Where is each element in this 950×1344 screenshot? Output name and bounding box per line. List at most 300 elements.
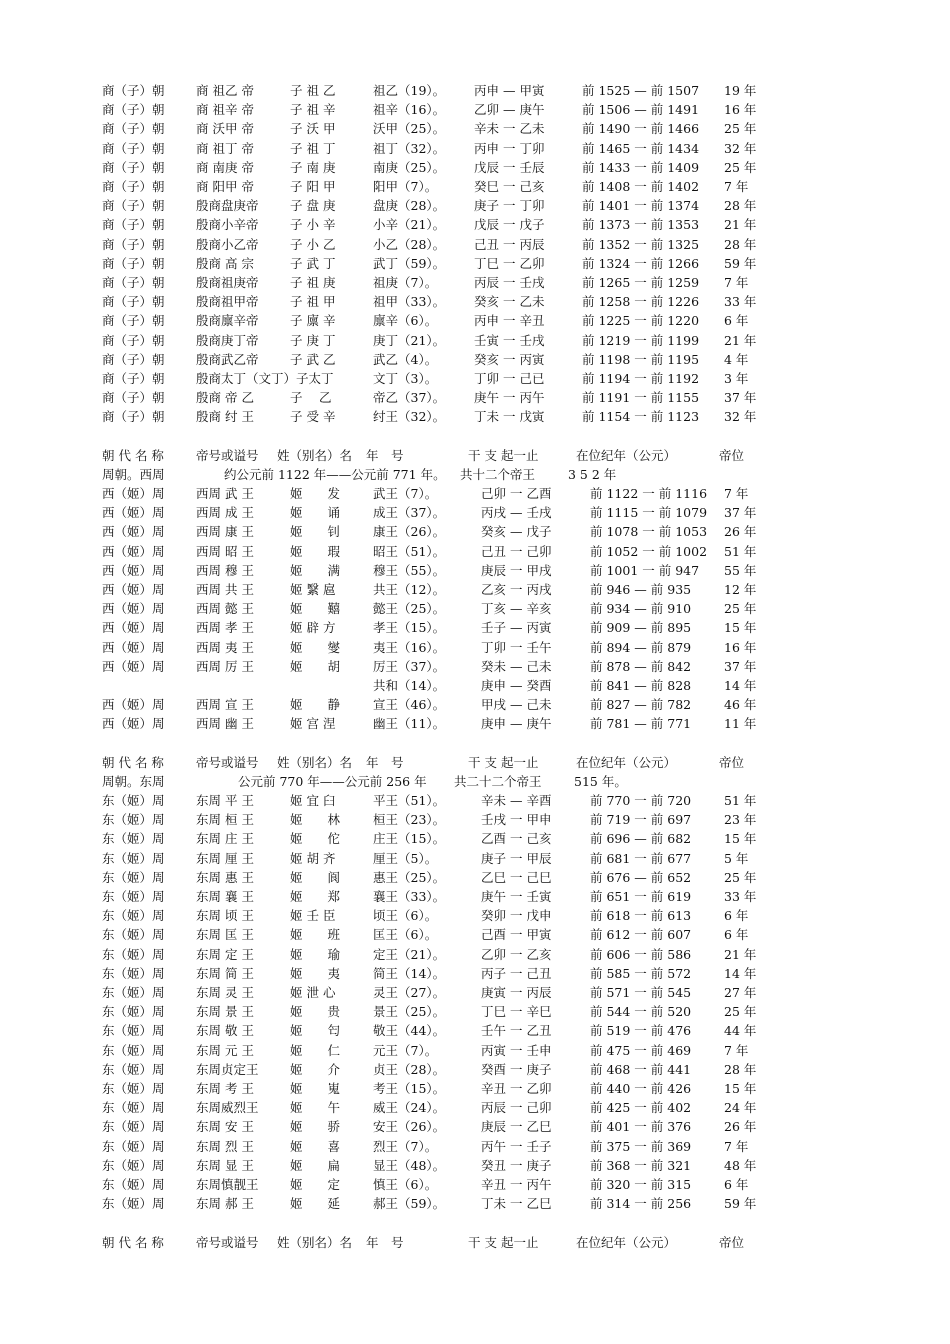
cell-dynasty: 商（子）朝 [102,179,165,194]
cell-era: 康王（26）。 [373,524,446,540]
table-row [0,254,950,273]
cell-surname: 姬 满 [290,562,341,578]
cell-era: 庚丁（21）。 [373,332,446,348]
header-ganzhi: 干 支 起一止 [468,1235,539,1250]
cell-ganzhi: 庚午 一 丙午 [474,390,545,406]
cell-reign: 55 年 [724,562,757,578]
cell-surname: 子 阳 甲 [290,179,336,194]
table-row [0,964,950,983]
cell-dynasty: 西（姬）周 [102,620,165,636]
cell-surname: 姬 瑜 [290,946,341,962]
table-row [0,849,950,868]
cell-years: 前 1122 一 前 1116 [590,486,708,501]
cell-surname: 子 南 庚 [290,159,336,175]
cell-surname: 姬 夷 [290,965,341,981]
cell-title: 殷商祖甲帝 [196,294,259,310]
cell-years: 前 770 一 前 720 [590,793,692,808]
cell-reign: 15 年 [724,831,757,847]
cell-era: 纣王（32）。 [373,409,446,425]
table-row [0,215,950,234]
cell-reign: 32 年 [724,140,757,156]
table-row [0,407,950,426]
cell-dynasty: 西（姬）周 [102,505,165,521]
cell-surname: 姬 胡 齐 [290,850,336,866]
cell-surname: 子 小 辛 [290,217,336,233]
cell-years: 前 571 一 前 545 [590,985,692,1000]
dongzhou-span: 公元前 770 年——公元前 256 年 [238,774,427,789]
table-row [0,868,950,887]
cell-era: 祖乙（19）。 [373,83,446,98]
cell-reign: 6 年 [724,927,749,943]
cell-dynasty: 西（姬）周 [102,562,165,578]
cell-reign: 14 年 [724,678,757,693]
dongzhou-label: 周朝。东周 [102,774,165,789]
cell-ganzhi: 庚申 — 庚午 [481,716,552,732]
cell-title: 西周 共 王 [196,582,254,597]
cell-title: 西周 穆 王 [196,562,254,578]
cell-era: 烈王（7）。 [373,1138,438,1154]
cell-surname: 子 沃 甲 [290,121,336,137]
cell-reign: 51 年 [724,793,757,808]
cell-title: 东周 敬 王 [196,1023,254,1039]
cell-years: 前 1194 一 前 1192 [582,371,700,386]
xizhou-section-title [0,465,950,484]
cell-title: 商 祖辛 帝 [196,102,254,118]
cell-ganzhi: 戊辰 一 壬辰 [474,159,545,175]
cell-ganzhi: 丙申 — 甲寅 [474,83,545,98]
cell-dynasty: 东（姬）周 [102,1023,165,1039]
cell-era: 夷王（16）。 [373,639,446,655]
cell-era: 元王（7）。 [373,1042,438,1058]
cell-surname: 子 武 乙 [290,351,336,367]
cell-era: 祖辛（16）。 [373,102,446,118]
cell-reign: 23 年 [724,812,757,828]
cell-surname: 姬 囏 [290,601,341,617]
cell-title: 商 祖丁 帝 [196,140,254,156]
cell-years: 前 1324 一 前 1266 [582,255,700,271]
cell-reign: 21 年 [724,217,757,233]
cell-dynasty: 东（姬）周 [102,889,165,904]
cell-era: 共和（14）。 [373,678,446,693]
table-row [0,580,950,599]
cell-reign: 11 年 [724,716,757,732]
cell-dynasty: 商（子）朝 [102,198,165,214]
cell-surname: 姬 林 [290,812,341,828]
table-row [0,695,950,714]
cell-reign: 5 年 [724,850,749,866]
xizhou-span: 约公元前 1122 年——公元前 771 年。 [224,467,446,482]
header-dynasty: 朝 代 名 称 [102,1235,164,1250]
cell-era: 考王（15）。 [373,1081,446,1096]
cell-reign: 16 年 [724,102,757,118]
cell-dynasty: 西（姬）周 [102,697,165,713]
cell-ganzhi: 壬戌 一 甲申 [481,812,552,828]
cell-dynasty: 东（姬）周 [102,1119,165,1135]
cell-years: 前 841 — 前 828 [590,678,692,693]
table-row [0,1079,950,1098]
table-row [0,1002,950,1021]
cell-reign: 37 年 [724,658,757,674]
cell-years: 前 1401 一 前 1374 [582,198,700,214]
header-years: 在位纪年（公元） [576,448,677,463]
cell-years: 前 544 一 前 520 [590,1004,692,1020]
cell-reign: 21 年 [724,946,757,962]
cell-era: 小乙（28）。 [373,236,446,252]
cell-surname: 子 祖 甲 [290,294,336,310]
cell-years: 前 696 — 前 682 [590,831,692,847]
cell-surname: 姬 介 [290,1061,341,1077]
cell-years: 前 375 一 前 369 [590,1138,692,1154]
table-row [0,484,950,503]
cell-ganzhi: 辛丑 一 丙午 [481,1177,552,1192]
table-row [0,292,950,311]
cell-title: 殷商小辛帝 [196,217,259,233]
cell-reign: 25 年 [724,159,757,175]
header-title: 帝号或谥号 [196,755,259,770]
cell-era: 显王（48）。 [373,1157,446,1173]
cell-years: 前 468 一 前 441 [590,1061,692,1077]
cell-surname: 子 武 丁 [290,255,336,271]
cell-reign: 27 年 [724,985,757,1000]
cell-ganzhi: 癸亥 一 乙未 [474,294,545,310]
cell-reign: 25 年 [724,601,757,617]
cell-surname: 姬 壬 臣 [290,908,336,924]
cell-title: 西周 孝 王 [196,620,254,636]
cell-dynasty: 东（姬）周 [102,927,165,943]
cell-dynasty: 东（姬）周 [102,1081,165,1096]
cell-surname: 子 祖 丁 [290,140,336,156]
cell-reign: 26 年 [724,524,757,540]
cell-ganzhi: 乙酉 一 己亥 [481,831,552,847]
cell-surname: 姬 延 [290,1196,341,1212]
table-row [0,273,950,292]
cell-surname: 姬 诵 [290,505,341,521]
cell-ganzhi: 丙申 一 辛丑 [474,313,545,329]
cell-years: 前 440 一 前 426 [590,1081,692,1096]
cell-years: 前 401 一 前 376 [590,1119,692,1135]
cell-title: 东周 安 王 [196,1119,254,1135]
cell-title: 西周 懿 王 [196,601,254,617]
cell-era: 贞王（28）。 [373,1061,446,1077]
cell-reign: 37 年 [724,505,757,521]
table-row [0,638,950,657]
cell-years: 前 1154 一 前 1123 [582,409,700,425]
cell-surname: 姬 静 [290,697,341,713]
cell-years: 前 1258 一 前 1226 [582,294,700,310]
cell-dynasty: 东（姬）周 [102,850,165,866]
cell-surname: 姬 辟 方 [290,620,336,636]
cell-title: 商 沃甲 帝 [196,121,254,137]
cell-ganzhi: 庚辰 一 乙巳 [481,1119,552,1135]
cell-era: 宣王（46）。 [373,697,446,713]
cell-era: 厉王（37）。 [373,658,446,674]
cell-title: 商 阳甲 帝 [196,179,254,194]
cell-title: 东周 简 王 [196,965,254,981]
cell-reign: 6 年 [724,908,749,924]
cell-ganzhi: 乙巳 一 己巳 [481,869,552,885]
cell-surname: 姬 扁 [290,1157,341,1173]
cell-era: 庄王（15）。 [373,831,446,847]
cell-title: 西周 成 王 [196,505,254,521]
cell-dynasty: 东（姬）周 [102,1004,165,1020]
cell-title: 东周 烈 王 [196,1138,254,1154]
cell-years: 前 1001 一 前 947 [590,562,700,578]
cell-title: 东周 襄 王 [196,889,254,904]
table-row [0,1021,950,1040]
cell-reign: 6 年 [724,313,749,329]
cell-years: 前 1265 一 前 1259 [582,275,700,290]
header-reign: 帝位 [719,755,745,770]
header-ganzhi: 干 支 起一止 [468,755,539,770]
header-reign: 帝位 [719,448,745,463]
cell-title: 东周 平 王 [196,793,254,808]
header-dynasty: 朝 代 名 称 [102,448,164,463]
table-row [0,1098,950,1117]
cell-title: 殷商武乙帝 [196,351,259,367]
cell-ganzhi: 丙戌 — 壬戌 [481,505,552,521]
header-surname: 姓（别名）名 [277,448,353,463]
cell-era: 穆王（55）。 [373,562,446,578]
cell-ganzhi: 庚申 — 癸酉 [481,678,552,693]
cell-years: 前 781 — 前 771 [590,716,692,732]
table-row [0,1194,950,1213]
table-row [0,235,950,254]
header-title: 帝号或谥号 [196,1235,259,1250]
cell-era: 匡王（6）。 [373,927,438,943]
cell-reign: 14 年 [724,965,757,981]
cell-title: 东周 匡 王 [196,927,254,943]
xizhou-total: 3 5 2 年 [568,467,617,482]
cell-era: 沃甲（25）。 [373,121,446,137]
cell-dynasty: 商（子）朝 [102,159,165,175]
cell-dynasty: 商（子）朝 [102,409,165,425]
table-row [0,887,950,906]
cell-era: 威王（24）。 [373,1100,446,1116]
xizhou-label: 周朝。西周 [102,467,165,482]
cell-dynasty: 东（姬）周 [102,1177,165,1192]
cell-dynasty: 商（子）朝 [102,102,165,118]
cell-ganzhi: 丙子 一 己丑 [481,965,552,981]
table-row [0,196,950,215]
cell-years: 前 475 一 前 469 [590,1042,692,1058]
cell-dynasty: 东（姬）周 [102,1196,165,1212]
cell-years: 前 1052 一 前 1002 [590,543,708,559]
cell-surname: 姬 燮 [290,639,341,655]
table-row [0,369,950,388]
cell-ganzhi: 辛未 — 辛酉 [481,793,552,808]
cell-title: 西周 夷 王 [196,639,254,655]
cell-era: 成王（37）。 [373,505,446,521]
cell-ganzhi: 丙辰 一 己卯 [481,1100,552,1116]
cell-years: 前 946 — 前 935 [590,582,692,597]
cell-years: 前 878 — 前 842 [590,658,692,674]
cell-reign: 25 年 [724,121,757,137]
cell-ganzhi: 庚午 一 壬寅 [481,889,552,904]
cell-surname: 姬 胡 [290,658,341,674]
table-row [0,311,950,330]
cell-era: 祖庚（7）。 [373,275,438,290]
cell-surname: 姬 郑 [290,889,341,904]
table-row [0,350,950,369]
cell-title: 西周 幽 王 [196,716,254,732]
cell-surname: 姬 宫 涅 [290,716,336,732]
cell-reign: 6 年 [724,1177,749,1192]
cell-title: 殷商 纣 王 [196,409,254,425]
cell-title: 东周 元 王 [196,1042,254,1058]
cell-years: 前 1219 一 前 1199 [582,332,700,348]
cell-dynasty: 东（姬）周 [102,1100,165,1116]
cell-years: 前 1373 一 前 1353 [582,217,700,233]
cell-years: 前 368 一 前 321 [590,1157,692,1173]
cell-ganzhi: 己丑 一 丙辰 [474,236,545,252]
cell-surname: 姬 骄 [290,1119,341,1135]
cell-ganzhi: 壬午 一 乙丑 [481,1023,552,1039]
cell-era: 昭王（51）。 [373,543,446,559]
cell-years: 前 909 — 前 895 [590,620,692,636]
cell-era: 慎王（6）。 [373,1177,438,1192]
cell-reign: 48 年 [724,1157,757,1173]
cell-reign: 59 年 [724,1196,757,1212]
cell-surname: 姬 班 [290,927,341,943]
cell-title: 西周 宣 王 [196,697,254,713]
cell-ganzhi: 辛未 一 乙未 [474,121,545,137]
cell-dynasty: 西（姬）周 [102,658,165,674]
cell-years: 前 719 一 前 697 [590,812,692,828]
cell-ganzhi: 丙申 一 丁卯 [474,140,545,156]
table-row [0,331,950,350]
cell-ganzhi: 壬寅 一 壬戌 [474,332,545,348]
cell-era: 简王（14）。 [373,965,446,981]
cell-ganzhi: 壬子 — 丙寅 [481,620,552,636]
cell-ganzhi: 乙卯 一 乙亥 [481,946,552,962]
cell-dynasty: 商（子）朝 [102,83,165,98]
cell-surname: 姬 喜 [290,1138,341,1154]
cell-reign: 7 年 [724,486,749,501]
cell-surname: 子 受 辛 [290,409,336,425]
cell-era: 武王（7）。 [373,486,438,501]
cell-years: 前 1506 — 前 1491 [582,102,700,118]
cell-reign: 28 年 [724,236,757,252]
cell-surname: 姬 嵬 [290,1081,341,1096]
cell-dynasty: 商（子）朝 [102,140,165,156]
cell-dynasty: 西（姬）周 [102,639,165,655]
cell-title: 东周威烈王 [196,1100,259,1116]
cell-ganzhi: 癸酉 一 庚子 [481,1061,552,1077]
cell-surname: 子 乙 [290,390,332,406]
cell-title: 殷商盘庚帝 [196,198,259,214]
cell-years: 前 651 一 前 619 [590,889,692,904]
cell-era: 武丁（59）。 [373,255,446,271]
cell-era: 敬王（44）。 [373,1023,446,1039]
cell-era: 景王（25）。 [373,1004,446,1020]
cell-surname: 子 盘 庚 [290,198,336,214]
cell-years: 前 320 一 前 315 [590,1177,692,1192]
table-row [0,139,950,158]
cell-ganzhi: 丁卯 一 壬午 [481,639,552,655]
cell-era: 祖甲（33）。 [373,294,446,310]
header-era: 年 号 [366,1235,404,1250]
cell-reign: 7 年 [724,275,749,290]
cell-years: 前 676 — 前 652 [590,869,692,885]
table-row [0,1175,950,1194]
cell-dynasty: 西（姬）周 [102,486,165,501]
table-row [0,177,950,196]
cell-title: 东周 顷 王 [196,908,254,924]
cell-dynasty: 东（姬）周 [102,1061,165,1077]
cell-dynasty: 东（姬）周 [102,1042,165,1058]
dongzhou-count: 共二十二个帝王 [454,774,542,789]
cell-title: 东周 厘 王 [196,850,254,866]
dongzhou-section-title [0,772,950,791]
cell-ganzhi: 癸亥 — 戊子 [481,524,552,540]
cell-ganzhi: 庚寅 一 丙辰 [481,985,552,1000]
header-era: 年 号 [366,448,404,463]
cell-years: 前 612 一 前 607 [590,927,692,943]
cell-surname: 姬 泄 心 [290,985,336,1000]
cell-title: 殷商小乙帝 [196,236,259,252]
cell-dynasty: 东（姬）周 [102,1157,165,1173]
cell-era: 祖丁（32）。 [373,140,446,156]
cell-years: 前 425 一 前 402 [590,1100,692,1116]
cell-reign: 4 年 [724,351,749,367]
cell-surname: 姬 佗 [290,831,341,847]
cell-title: 东周 景 王 [196,1004,254,1020]
header-reign: 帝位 [719,1235,745,1250]
cell-years: 前 606 一 前 586 [590,946,692,962]
cell-title: 东周 惠 王 [196,869,254,885]
table-row [0,388,950,407]
cell-dynasty: 商（子）朝 [102,390,165,406]
cell-reign: 16 年 [724,639,757,655]
cell-title: 殷商庚丁帝 [196,332,259,348]
header-ganzhi: 干 支 起一止 [468,448,539,463]
cell-reign: 7 年 [724,1042,749,1058]
cell-ganzhi: 己卯 一 乙酉 [481,486,552,501]
table-header-2 [0,753,950,772]
cell-reign: 19 年 [724,83,757,98]
cell-surname: 姬 午 [290,1100,341,1116]
table-row [0,791,950,810]
cell-ganzhi: 丙寅 一 壬申 [481,1042,552,1058]
cell-surname: 姬 钊 [290,524,341,540]
cell-years: 前 1525 — 前 1507 [582,83,700,98]
cell-years: 前 1198 一 前 1195 [582,351,700,367]
cell-surname: 子 庚 丁 [290,332,336,348]
cell-title: 殷商 高 宗 [196,255,254,271]
cell-reign: 28 年 [724,198,757,214]
cell-title: 商 祖乙 帝 [196,83,254,98]
cell-title: 东周贞定王 [196,1061,259,1077]
cell-title: 商 南庚 帝 [196,159,254,175]
cell-era: 孝王（15）。 [373,620,446,636]
cell-dynasty: 西（姬）周 [102,601,165,617]
cell-ganzhi: 丁巳 一 乙卯 [474,255,545,271]
cell-dynasty: 商（子）朝 [102,236,165,252]
header-era: 年 号 [366,755,404,770]
cell-reign: 25 年 [724,869,757,885]
cell-dynasty: 商（子）朝 [102,121,165,137]
cell-dynasty: 商（子）朝 [102,217,165,233]
cell-surname: 姬 匄 [290,1023,341,1039]
table-row [0,119,950,138]
cell-reign: 51 年 [724,543,757,559]
cell-dynasty: 东（姬）周 [102,965,165,981]
cell-years: 前 1465 一 前 1434 [582,140,700,156]
table-row [0,676,950,695]
table-row [0,983,950,1002]
table-row [0,618,950,637]
table-row [0,925,950,944]
